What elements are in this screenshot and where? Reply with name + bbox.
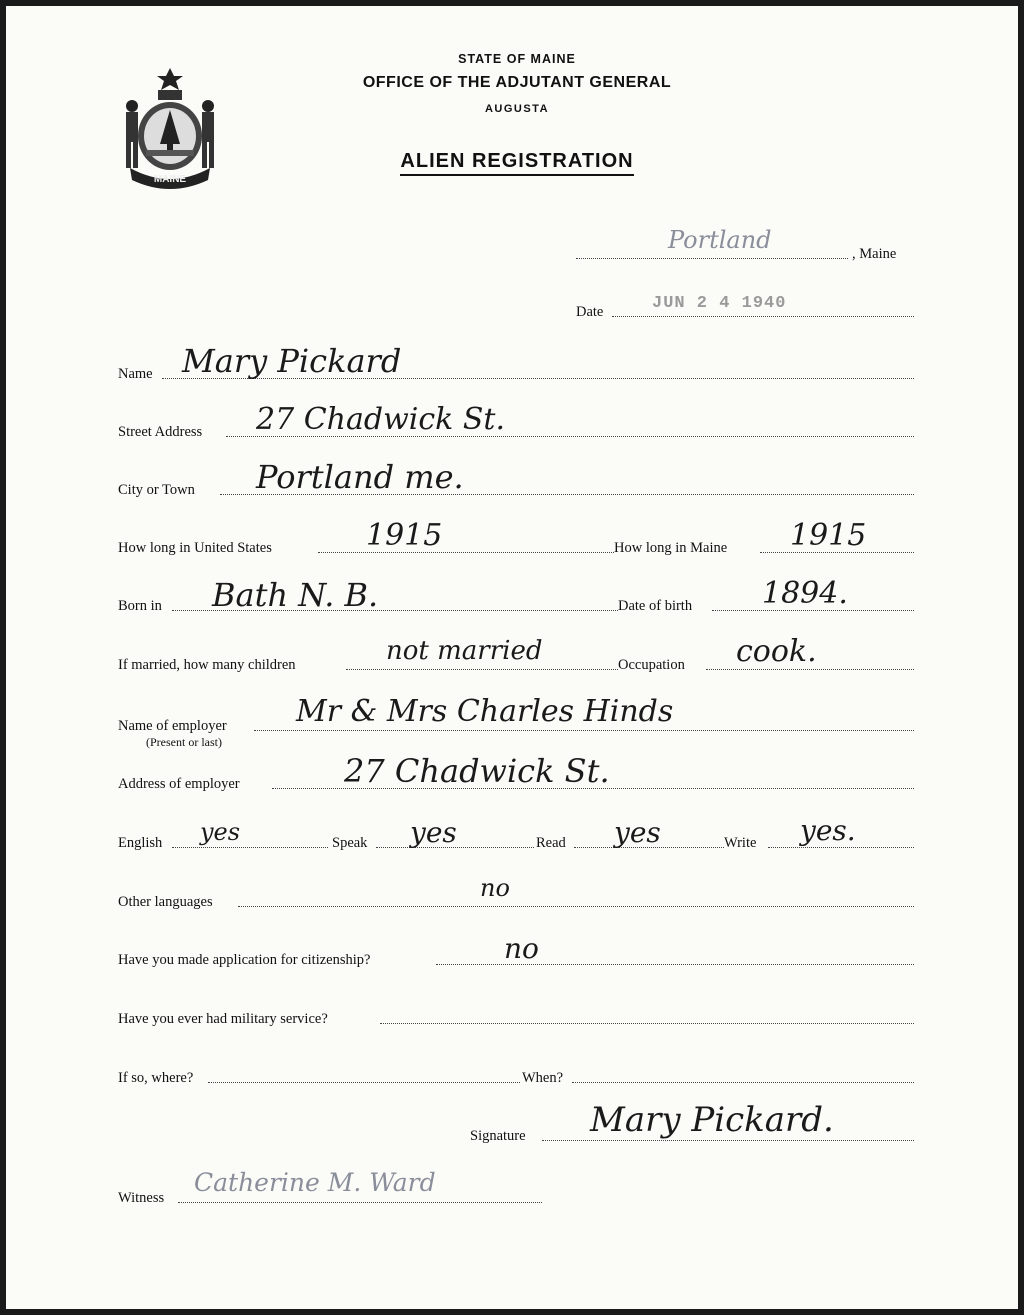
city-label: City or Town [118, 482, 195, 498]
city-value[interactable]: Portland me. [256, 458, 464, 496]
employer-value[interactable]: Mr & Mrs Charles Hinds [296, 694, 674, 729]
us-line [318, 552, 614, 553]
write-line [768, 847, 914, 848]
seal-label: MAINE [153, 174, 187, 185]
us-label: How long in United States [118, 540, 272, 556]
when-label: When? [522, 1070, 564, 1086]
date-stamp[interactable]: JUN 2 4 1940 [652, 294, 787, 313]
header-office: OFFICE OF THE ADJUTANT GENERAL [362, 74, 672, 91]
military-line [380, 1023, 914, 1024]
occupation-label: Occupation [618, 657, 685, 673]
other-lang-value[interactable]: no [480, 874, 510, 902]
military-label: Have you ever had military service? [118, 1011, 328, 1027]
header-state: STATE OF MAINE [458, 52, 576, 66]
place-line [576, 258, 848, 259]
witness-label: Witness [118, 1190, 165, 1206]
citizenship-label: Have you made application for citizenship? [118, 952, 371, 968]
name-label: Name [118, 366, 153, 382]
where-label: If so, where? [118, 1070, 194, 1086]
write-label: Write [724, 835, 757, 851]
header-city: AUGUSTA [484, 103, 550, 115]
witness-line [178, 1202, 542, 1203]
street-value[interactable]: 27 Chadwick St. [256, 402, 506, 437]
english-value[interactable]: yes [200, 818, 241, 846]
citizenship-value[interactable]: no [504, 932, 539, 965]
date-label: Date [576, 304, 604, 320]
employer-line [254, 730, 914, 731]
employer-sublabel: (Present or last) [146, 735, 222, 749]
date-line [612, 316, 914, 317]
other-lang-label: Other languages [118, 894, 213, 910]
speak-label: Speak [332, 835, 368, 851]
witness-value[interactable]: Catherine M. Ward [194, 1168, 436, 1197]
employer-addr-value[interactable]: 27 Chadwick St. [344, 752, 610, 790]
children-value[interactable]: not married [386, 636, 543, 666]
where-line [208, 1082, 520, 1083]
read-value[interactable]: yes [614, 816, 661, 849]
form-title-text: ALIEN REGISTRATION [400, 150, 633, 176]
read-label: Read [536, 835, 566, 851]
occupation-value[interactable]: cook. [736, 634, 817, 669]
maine-label: How long in Maine [614, 540, 728, 556]
employer-addr-label: Address of employer [118, 776, 240, 792]
street-label: Street Address [118, 424, 203, 440]
write-value[interactable]: yes. [800, 814, 856, 847]
dob-value[interactable]: 1894. [762, 576, 848, 611]
english-line [172, 847, 328, 848]
signature-line [542, 1140, 914, 1141]
signature-label: Signature [470, 1128, 526, 1144]
english-label: English [118, 835, 163, 851]
place-value[interactable]: Portland [668, 226, 772, 254]
name-value[interactable]: Mary Pickard [182, 342, 402, 380]
form-title [5, 150, 1024, 173]
when-line [572, 1082, 914, 1083]
born-label: Born in [118, 598, 162, 614]
dob-label: Date of birth [618, 598, 693, 614]
other-lang-line [238, 906, 914, 907]
children-line [346, 669, 618, 670]
children-label: If married, how many children [118, 657, 296, 673]
born-value[interactable]: Bath N. B. [212, 576, 379, 614]
employer-label: Name of employer [118, 718, 227, 734]
speak-value[interactable]: yes [410, 816, 457, 849]
us-value[interactable]: 1915 [366, 518, 443, 553]
place-suffix: , Maine [852, 246, 897, 262]
occupation-line [706, 669, 914, 670]
signature-value[interactable]: Mary Pickard. [590, 1100, 834, 1140]
maine-value[interactable]: 1915 [790, 518, 867, 553]
